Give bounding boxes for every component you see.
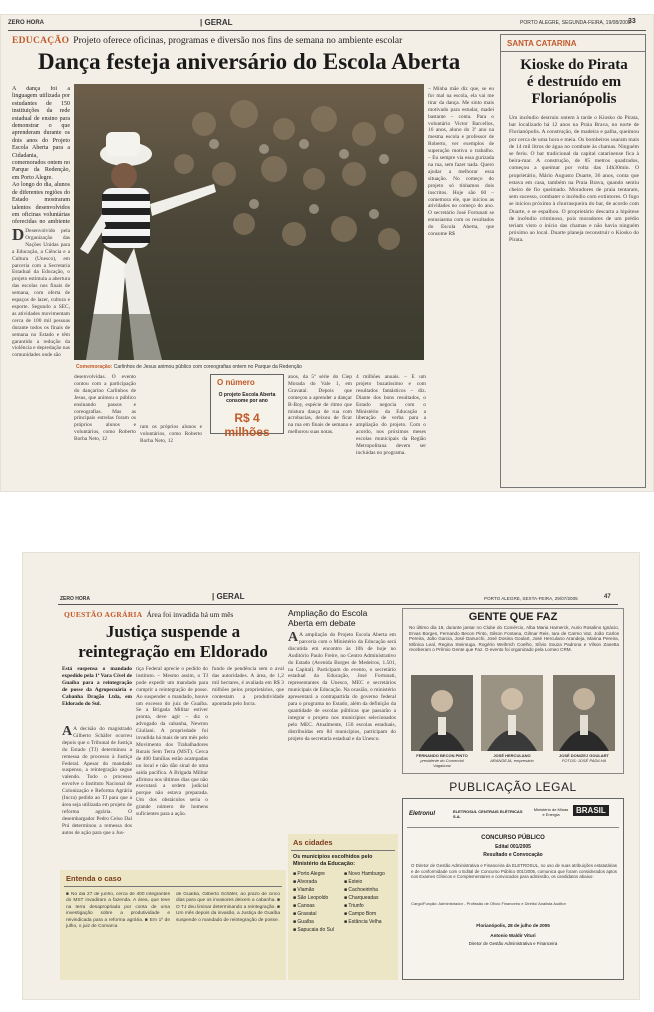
newspaper-page-top: [0, 14, 654, 492]
body-column-1: A A decisão do magistrado Gilberto Schäfer ocorreu depois que o Tribunal de Justiça do Estado (TJ) determinou a remessa do processo à Justiça Federal. Apesar do mandado suspenso, a reintegração segue valendo. Todo o processo envolve o Instituto Nacional de Colonização e Reforma Agrária (Incra) pedido ao TJ para que a área seja utilizada em projeto de reforma agrária. O desembargador Pedro Celso Dal Prá determinou a remessa dos autos de ação para que a Jus-: [62, 726, 132, 836]
legal-ad-box: [402, 798, 624, 980]
explainer-title: Entenda o caso: [66, 874, 122, 883]
ad-brasil-logo: BRASIL: [573, 805, 609, 816]
body-column-2: tiça Federal aprecie o pedido do instituto. – Mesmo assim, o TJ pode expedir um mandado para cumprir a reintegração de posse. Ao suspender o mandado, houve um excesso do juiz de Guaíba. Se a Brigada Militar estiver pronta, deve agir – diz o advogado da cabanha, Newton Giuliani. A propriedade foi invadida há mais de um mês pelo Movimento dos Trabalhadores Rurais Sem Terra (MST). Cerca de 400 famílias estão acampadas no local e não dão sinal de uma saída pacífica. A Brigada Militar afirmou nos últimos dias que não executará a ordem judicial porque não estava preparada. Um dos obstáculos seria o grande número de homens suficientes para a ação.: [136, 666, 208, 818]
gente-box: [402, 608, 624, 774]
ad-company: ELETROSUL CENTRAIS ELÉTRICAS S.A.: [453, 809, 523, 819]
photo-caption: Comemoração: Carlinhos de Jesus animou público com coreografias ontem no Parque da Redenção: [76, 364, 302, 370]
header-rule: [58, 604, 618, 605]
ad-ministry: Ministério de Minas e Energia: [533, 807, 569, 817]
cities-list-a: [293, 870, 343, 934]
ad-date: Florianópolis, 28 de julho de 2005: [476, 923, 550, 928]
cities-subtitle: Os municípios escolhidos pelo Ministério da Educação:: [293, 854, 373, 867]
portrait-photo-2: [481, 675, 543, 751]
page-header-date: PORTO ALEGRE, SEXTA-FEIRA, 29/07/2005: [484, 596, 578, 601]
city-item: ■ Esteio: [344, 879, 363, 885]
ad-result: Resultado e Convocação: [483, 852, 543, 858]
ad-rule: [407, 827, 619, 828]
cities-title: As cidades: [293, 838, 333, 847]
headline: Dança festeja aniversário do Escola Aberta: [38, 49, 461, 74]
page-header-section: | GERAL: [212, 592, 245, 601]
portrait-photo-3: [553, 675, 615, 751]
city-item: ■ Charqueadas: [344, 895, 379, 901]
ad-concurso: CONCURSO PÚBLICO: [481, 835, 545, 841]
sidebar-headline: Kioske do Pirata é destruído em Florianópolis: [520, 57, 628, 107]
lead-paragraph: A dança foi a linguagem utilizada por estudantes de 150 instituições da rede estadual de ensino para demonstrar o que aprenderam durante os dois anos do Projeto Escola Aberta para a Cidadania, comemorados ontem no Parque da Redenção, em Porto Alegre. Ao longo do dia, alunos de diferentes regiões do Estado mostraram talentos desenvolvidos em oficinas voluntárias oferecidas no ambiente: [12, 86, 70, 226]
newspaper-page-bottom: [22, 552, 640, 1000]
crowd-photo-image: [74, 84, 424, 360]
cities-list-b: [344, 870, 396, 926]
ad-logo-left: Eletronul: [409, 811, 436, 817]
number-box-title: O número: [217, 378, 255, 387]
city-item: ■ Porto Alegre: [293, 871, 325, 877]
city-item: ■ Sapucaia do Sul: [293, 927, 334, 933]
cities-rule: [291, 850, 395, 851]
portrait-caption-2: JOSÉ HERCULANO ARANDEJA, empresário: [490, 753, 534, 763]
city-item: ■ Triunfo: [344, 903, 364, 909]
city-item: ■ Novo Hamburgo: [344, 871, 385, 877]
body-column-4: 4 milhões anuais. – É um projeto buzatissimo e com resultados fantásticos – diz. Diante dos bons resultados, o Estado negocia com o Ministério da Educação a liberação de verba para a ampliação do projeto. Com o acordo, nos próximos meses escolas municipais da Região Metropolitana devem ser incluídas no programa.: [356, 374, 426, 456]
page-number: 33: [628, 18, 636, 25]
city-item: ■ Canoas: [293, 903, 315, 909]
city-item: ■ Guaíba: [293, 919, 314, 925]
ad-signer: Antonio Waldir Vituri: [490, 933, 536, 938]
portrait-caption-3: JOSÉ DONIZEJ GOULART FOTOS: JOSÉ PADILHA: [558, 753, 609, 763]
body-column-3: fundo de pendência sem o aval das autoridades. A área, de 1,2 mil hectares, é avaliada em R$ 3 milhões pelos proprietários, que contestam a produtividade apontada pelo Incra.: [212, 666, 284, 707]
city-item: ■ Gravataí: [293, 911, 317, 917]
explainer-box: [60, 870, 286, 980]
sidebar-kicker: SANTA CATARINA: [507, 39, 577, 48]
ad-body2: Cargo/Função: Administrador - Profissão de Ofício Financeiro e Direito/ Analista Auditor: [411, 901, 566, 906]
cities-box: [288, 834, 398, 980]
explainer-rule: [64, 886, 282, 887]
ad-body: O Diretor de Gestão Administrativa e Financeira da ELETROSUL, no uso de suas atribuições estatutárias e de conformidade com o Edital de Concurso Público 001/2005, comunica que foram considerados aptos nos Exames Clínicos e Complementares e convocados para admissão, os candidatos abaixo:: [411, 863, 617, 880]
city-item: ■ Viamão: [293, 887, 315, 893]
gente-text: No último dia 19, durante jantar no Clube do Comércio, Alba Maria Hamerck, Aurio Rosalino Ignácio, Ervas Borges, Fernando Becon Pinto, Gilson Fontana, Gilmar Reis, Iara de Carmo Vaz, João Carlos Pereira, João Garcia, José Danurchi, José Dosina Goulart, José Herculano Arandeja, Marina Pereira, Mônica Leal, Regina Steinruga, Rogério Weihrich Coelho, Sílvio Souza Padrona e Vilson Zanetta receberam o Prêmio Gente que Faz. O evento foi organizado pela Lomeo CRM.: [409, 625, 619, 653]
number-box-subtitle: O projeto Escola Aberta consome por ano: [218, 392, 276, 404]
body-column-2b: ram os próprios alunos e voluntários, como Roberto Borba Neto, 12: [140, 424, 202, 444]
explainer-left: ■ No dia 27 de junho, cerca de 400 integrantes do MST invadiram a fazenda. A área, que teve na terra desapropriada por conta de uma investigação sobre a produtividade e reivindicada para a reforma agrária. ■ Em 1º de julho, o juiz de Comarca: [66, 892, 170, 930]
portrait-caption-1: FERNANDO BECON PINTO presidente do Comercial Vagabunz: [416, 753, 468, 768]
lead-paragraph: Está suspensa o mandado expedido pela 1ª Vara Cível de Guaíba para a reintegração de posse da Agropecuária e Cabanha Dragão Ltda, em Eldorado do Sul.: [62, 666, 132, 707]
photo-dancer: [74, 84, 424, 360]
sidebar-rule: [501, 51, 645, 52]
city-item: ■ Estância Velha: [344, 919, 382, 925]
sidebar-text: Um incêndio destruiu ontem à tarde o Kiosko do Pirata, bar localizado há 12 anos na Praia Brava, no norte de Florianópolis. A construção, de madeira e palha, queimou por cerca de uma hora e meia. Os bombeiros usaram mais de 14 mil litros de água no combate às chamas. Ninguém se feriu. O bar tradicional da capital catarinense fica à beira-mar. A construção, de 85 metros quadrados, começou a queimar por volta das 14h30min. O proprietário, Mário Augusto Duarte, 36 anos, conta que estava em casa, também na Praia Brava, quando sentiu cheiro de fio queimado. Moradores de praia tentaram, sem sucesso, combater o incêndio com extintores. O fogo se iniciou próximo à churrasqueira do bar, de acordo com Duarte, e se espalhou. O proprietário descarta a hipótese de incêndio criminoso, pois moradores de um prédio teriam visto o início das chamas e não havia ninguém próximo ao local. Duarte planeja reconstruir o Kiosko do Pirata.: [509, 115, 639, 244]
number-box-value: R$ 4 milhões: [224, 411, 270, 439]
kicker: QUESTÃO AGRÁRIA Área foi invadida há um mês: [64, 610, 234, 619]
sidebar-box: [500, 34, 646, 488]
city-item: ■ Alvorada: [293, 879, 317, 885]
body-column-1: D Desenvolvido pela Organização das Nações Unidas para a Educação, a Ciência e a Cultura (Unesco), em parceria com a Secretaria Estadual da Educação, o projeto estimula a abertura das escolas nos finais de semana, com oferta de espaços de lazer, cultura e esporte. Segundo a SEC, as atividades movimentam cerca de 100 mil pessoas durante todos os finais de semana no Estado e têm garantido a redução da violência e depredação nas comunidades onde são: [12, 228, 70, 359]
gente-title: GENTE QUE FAZ: [468, 611, 558, 623]
legal-title: PUBLICAÇÃO LEGAL: [449, 780, 577, 794]
ad-edital: Edital 001/2005: [495, 844, 531, 850]
number-box: [210, 374, 284, 439]
page-header-left: ZERO HORA: [8, 20, 44, 26]
body-column-2: desenvolvidas. O evento contou com a participação do dançarino Carlinhos de Jesus, que animou o público ensinando passos e coreografias. Mas as principais estrelas foram os próprios alunos e voluntários, como Roberto Borba Neto, 12: [74, 374, 136, 443]
kicker: EDUCAÇÃO Projeto oferece oficinas, programas e diversão nos fins de semana no ambiente escolar: [12, 36, 403, 46]
amp-text: A A ampliação do Projeto Escola Aberta em parceria com o Ministério da Educação será discutida em encontro às 10h de hoje no Auditório Paulo Freire, no Centro Administrativo do Estado (Avenida Borges de Medeiros, 1.501, na Capital). Participam do evento, o secretário estadual da Educação, José Fortunati, representantes da Unesco, MEC e secretários municipais de Educação. Na ocasião, o ministério apresentará a contrapartida do governo federal para o programa no Estado, além da definição da quantidade de escolas públicas que passarão a integrar o projeto nos municípios selecionados pelo MEC. Atualmente, 150 escolas estaduais, distribuídas em 84 municípios, participam do projeto da secretaria estadual e da Unesco.: [288, 632, 396, 742]
body-column-right: – Minha mãe diz que, se eu for mal na escola, ela vai me tirar da dança. Me sinto mais motivado para estudar, madei bastante – conta. Para o voluntário Victor Barcellos, 16 anos, aluno do 3º ano na mesma escola e professor de Roberto, ver exemplos de superação motiva o trabalho. – Eu sempre via essa gurizada na rua, sem fazer nada. Quero ajudar a melhorar essa situação. No começo do projeto só tínhamos dois inscritos. Hoje são 60 – comemora ele, que iniciou as atividades no começo do ano. O secretário José Fortunati se entusiasma com os resultados do Escola Aberta, que consome R$: [428, 86, 494, 238]
headline: Justiça suspende a reintegração em Eldorado: [78, 622, 268, 661]
page-number: 47: [604, 594, 611, 600]
portrait-photo-1: [411, 675, 473, 751]
city-item: ■ Cachoeirinha: [344, 887, 378, 893]
amp-headline: Ampliação do Escola Aberta em debate: [288, 608, 368, 628]
page-header-date: PORTO ALEGRE, SEGUNDA-FEIRA, 19/08/2005: [520, 20, 631, 26]
ad-signer-role: Diretor de Gestão Administrativa e Financeira: [468, 941, 558, 946]
header-rule: [8, 30, 646, 31]
explainer-right: de Guaíba, Gilberto Schäfer, ao prazo de cinco dias para que os invasores deixem a cabanha. ■ O TJ deu liminar determinando a reintegração. ■ Um mês depois da invasão, a Justiça de Guaíba suspende o mandado de reintegração de posse.: [176, 892, 280, 923]
page-header-left: ZERO HORA: [60, 596, 90, 602]
city-item: ■ São Leopoldo: [293, 895, 329, 901]
body-column-3: anos, da 5ª série do Ciep Morada do Vale 1, em Gravataí. Depois que começou a aprender a dançar B-Boy, espécie de ritmo que mistura dança de rua com acrobacias, deixou de ficar na rua em finais de semana e melhorou suas notas.: [288, 374, 352, 436]
city-item: ■ Campo Bom: [344, 911, 377, 917]
page-header-section: | GERAL: [200, 18, 233, 27]
